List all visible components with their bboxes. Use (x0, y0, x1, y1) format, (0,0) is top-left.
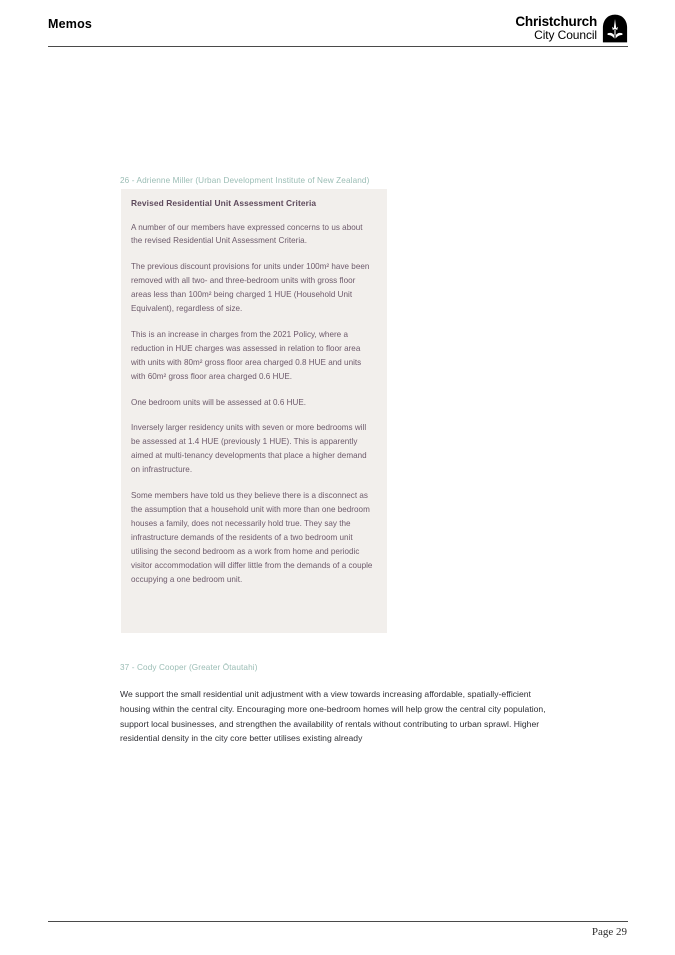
header-divider (48, 46, 628, 47)
quote-paragraph: One bedroom units will be assessed at 0.6 HUE. (131, 397, 307, 407)
page-header (48, 14, 628, 46)
brand-wordmark (515, 15, 597, 43)
submission-quote-box (121, 189, 387, 633)
quote-title: Revised Residential Unit Assessment Criteria (131, 198, 317, 208)
brand-name-line2: City Council (534, 28, 597, 43)
christchurch-city-council-logo-icon (602, 14, 628, 43)
submission-body-paragraph: We support the small residential unit adjustment with a view towards increasing affordable, spatially-efficient housing within the central city. Encouraging more one-bedroom homes will help grow the central city population, support local businesses, and strengthen the availability of rentals without contributing to urban sprawl. Higher residential density in the city core better utilises existing already (120, 689, 546, 744)
brand-name-line1: Christchurch (515, 13, 597, 29)
submitter-heading-26: 26 - Adrienne Miller (Urban Development Institute of New Zealand) (120, 176, 370, 185)
footer-divider (48, 921, 628, 922)
quote-paragraph: A number of our members have expressed concerns to us about the revised Residential Unit Assessment Criteria. (131, 222, 363, 246)
brand-lockup (515, 14, 628, 43)
page-number: Page 29 (591, 926, 627, 938)
quote-paragraph: This is an increase in charges from the 2021 Policy, where a reduction in HUE charges was assessed in relation to floor area with units with 80m² gross floor area charged 0.8 HUE and units with 60m² gross floor area charged 0.6 HUE. (131, 329, 362, 381)
quote-paragraph: The previous discount provisions for units under 100m² have been removed with all two- and three-bedroom units with gross floor areas less than 100m² being charged 1 HUE (Household Unit Equivalent), regardless of size. (131, 262, 370, 314)
page-header-title: Memos (48, 17, 93, 31)
quote-paragraph: Inversely larger residency units with seven or more bedrooms will be assessed at 1.4 HUE (previously 1 HUE). This is apparently aimed at multi-tenancy developments that place a higher demand on infrastructure. (131, 423, 367, 475)
quote-paragraph: Some members have told us they believe there is a disconnect as the assumption that a household unit with more than one bedroom houses a family, does not necessarily hold true. They say the infrastructure demands of the residents of a two bedroom unit utilising the second bedroom as a work from home and periodic visitor accommodation will differ little from the demands of a couple occupying a one bedroom unit. (131, 491, 373, 584)
submitter-heading-37: 37 - Cody Cooper (Greater Ōtautahi) (120, 663, 258, 672)
